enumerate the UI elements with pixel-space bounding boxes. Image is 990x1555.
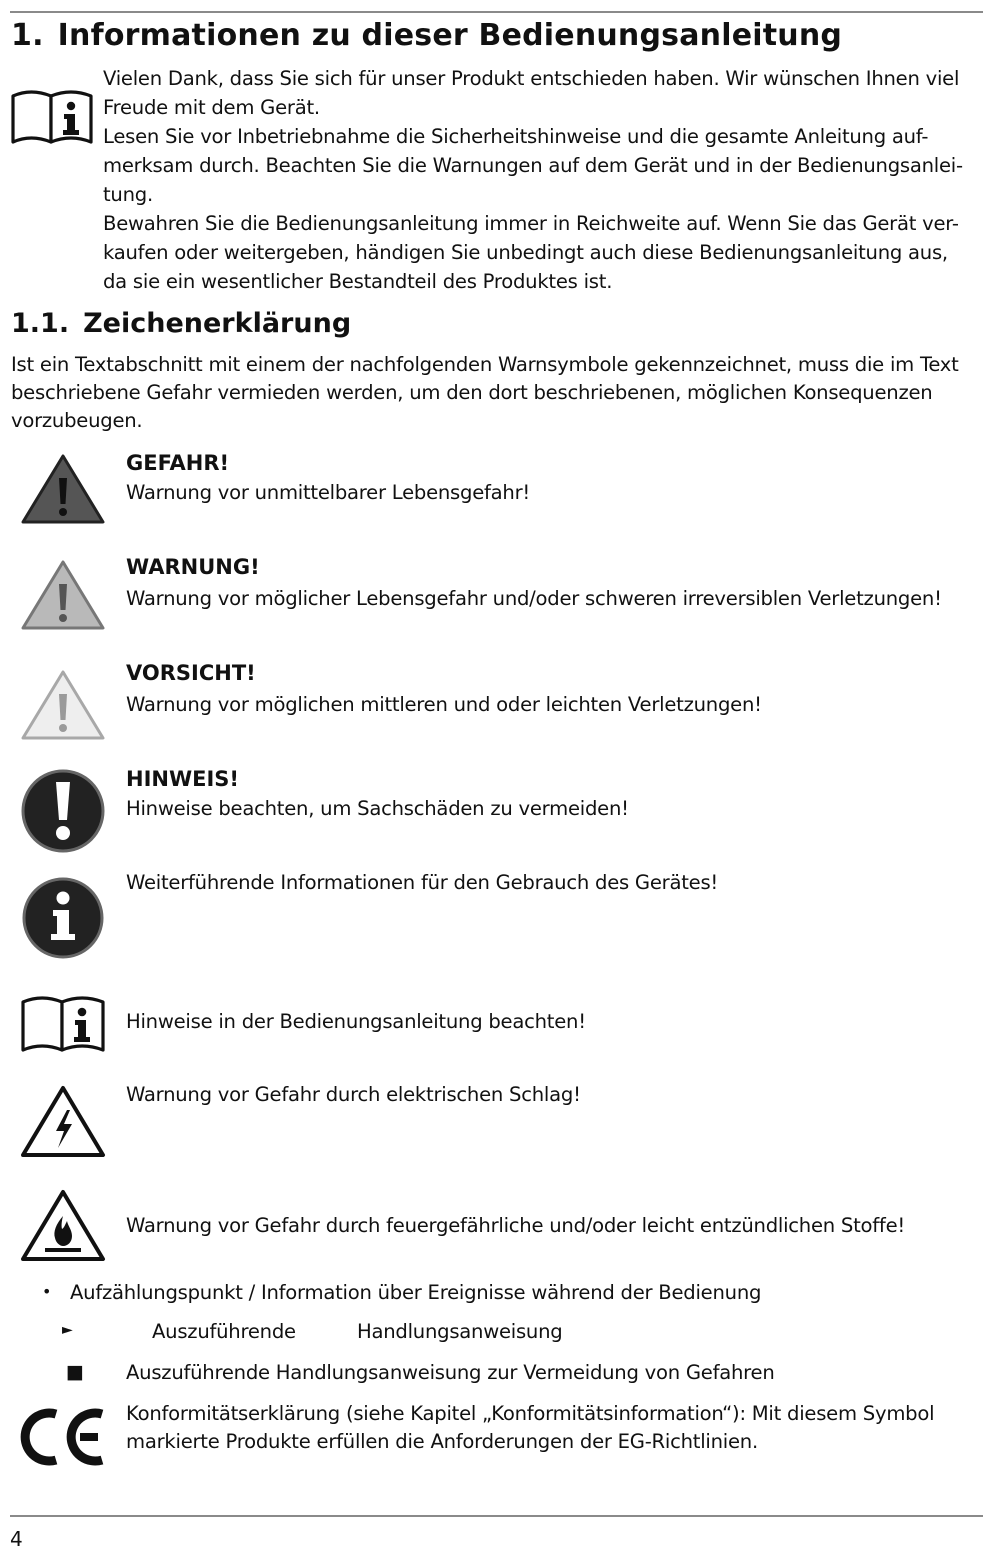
caution-desc: Warnung vor möglichen mittleren und oder leichten Verletzungen! [126,693,762,716]
warning-desc: Warnung vor möglicher Lebensgefahr und/oder schweren irreversiblen Verletzungen! [126,587,942,610]
lead-line: Ist ein Textabschnitt mit einem der nachfolgenden Warnsymbole gekennzeichnet, muss die im Text [11,353,959,376]
section-lead [11,351,986,435]
action-word1: Auszuführende [152,1320,296,1343]
action-word2: Handlungsanweisung [357,1320,563,1343]
bullet-text: Aufzählungspunkt / Information über Ereignisse während der Bedienung [70,1281,762,1304]
notice-desc: Hinweise beachten, um Sachschäden zu vermeiden! [126,797,629,820]
chapter-heading [11,18,842,53]
caution-triangle-icon [20,668,106,742]
danger-triangle-icon [20,452,106,526]
electric-desc: Warnung vor Gefahr durch elektrischen Schlag! [126,1083,581,1106]
intro-line: Bewahren Sie die Bedienungsanleitung immer in Reichweite auf. Wenn Sie das Gerät ver- [103,212,959,235]
notice-title: HINWEIS! [126,767,239,791]
intro-line: merksam durch. Beachten Sie die Warnungen auf dem Gerät und in der Bedienungsanlei- [103,154,963,177]
info-desc: Weiterführende Informationen für den Gebrauch des Gerätes! [126,871,719,894]
flammable-desc: Warnung vor Gefahr durch feuergefährliche und/oder leicht entzündlichen Stoffe! [126,1214,905,1237]
manual-desc: Hinweise in der Bedienungsanleitung beachten! [126,1010,586,1033]
flammable-icon [20,1188,106,1264]
warning-triangle-icon [20,558,106,632]
lead-line: beschriebene Gefahr vermieden werden, um den dort beschriebenen, möglichen Konsequenzen [11,381,933,404]
intro-paragraph [103,64,978,296]
info-circle-icon [20,876,106,960]
safety-action-text: Auszuführende Handlungsanweisung zur Vermeidung von Gefahren [126,1361,775,1384]
safety-square-icon: ■ [66,1361,84,1383]
intro-line: tung. [103,183,153,206]
lead-line: vorzubeugen. [11,409,143,432]
intro-line: Vielen Dank, dass Sie sich für unser Produkt entschieden haben. Wir wünschen Ihnen viel [103,67,960,90]
intro-line: Lesen Sie vor Inbetriebnahme die Sicherheitshinweise und die gesamte Anleitung auf- [103,125,929,148]
intro-line: kaufen oder weitergeben, händigen Sie unbedingt auch diese Bedienungsanleitung aus, [103,241,948,264]
caution-title: VORSICHT! [126,661,256,685]
action-arrow-icon: ► [62,1322,73,1338]
notice-exclamation-icon [20,768,106,854]
chapter-title: Informationen zu dieser Bedienungsanleitung [57,18,843,53]
bottom-rule [10,1515,983,1517]
section-heading [11,308,351,339]
danger-title: GEFAHR! [126,451,230,475]
ce-line-1: Konformitätserklärung (siehe Kapitel „Konformitätsinformation“): Mit diesem Symbol [126,1402,935,1425]
section-number: 1.1. [11,308,70,339]
top-rule [10,11,983,13]
read-manual-icon [20,990,106,1056]
chapter-number: 1. [11,18,44,53]
danger-desc: Warnung vor unmittelbarer Lebensgefahr! [126,481,530,504]
manual-book-icon [10,84,94,146]
bullet-marker: • [42,1282,52,1301]
warning-title: WARNUNG! [126,555,260,579]
ce-mark-icon [18,1404,108,1470]
ce-line-2: markierte Produkte erfüllen die Anforderungen der EG-Richtlinien. [126,1430,758,1453]
section-title: Zeichenerklärung [83,308,352,339]
intro-line: da sie ein wesentlicher Bestandteil des Produktes ist. [103,270,613,293]
page-number: 4 [10,1527,23,1551]
electric-shock-icon [20,1084,106,1160]
intro-line: Freude mit dem Gerät. [103,96,320,119]
